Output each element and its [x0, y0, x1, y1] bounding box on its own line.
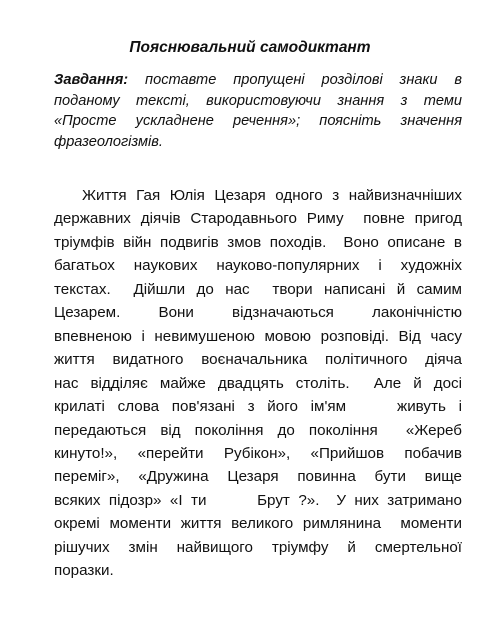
text-line: всяких підозр» «І ти Брут ?». У них затримано — [54, 491, 462, 509]
text-line: передаються від покоління до покоління «Жереб — [54, 421, 462, 439]
text-line: тріумфів війн подвигів змов походів. Воно описане в — [54, 233, 462, 251]
text-line: Життя Гая Юлія Цезаря одного з найвизначніших — [82, 187, 462, 204]
task-line: фразеологізмів. — [54, 133, 163, 150]
text-line: кинуто!», «перейти Рубікон», «Прийшов побачив — [54, 444, 462, 462]
task-line — [54, 70, 462, 91]
text-line: нас відділяє майже двадцять століть. Але й досі — [54, 374, 462, 392]
text-line: крилаті слова пов'язані з його ім'ям живуть і — [54, 398, 462, 416]
task-line: «Просте ускладнене речення»; поясніть значення — [54, 113, 462, 129]
task-label: Завдання: — [54, 72, 129, 88]
text-line: поразки. — [54, 562, 114, 580]
document-title: Пояснювальний самодиктант — [129, 39, 371, 56]
task-instructions — [54, 70, 462, 152]
text-line: переміг», «Дружина Цезаря повинна бути вище — [54, 468, 462, 486]
text-line: рішучих змін найвищого тріумфу й смертельної — [54, 538, 462, 556]
text-line: державних діячів Стародавнього Риму повне пригод — [54, 210, 462, 228]
text-line: життя видатного воєначальника політичного діяча — [54, 351, 462, 369]
text-line: текстах. Дійшли до нас твори написані й самим — [54, 280, 462, 298]
dictation-text — [54, 184, 462, 583]
text-line: Цезарем. Вони відзначаються лаконічністю — [54, 304, 462, 322]
text-line: багатьох наукових науково-популярних і художніх — [54, 257, 462, 275]
text-line: окремі моменти життя великого римлянина моменти — [54, 515, 462, 533]
text-line: впевненою і невимушеною мовою розповіді. Від часу — [54, 327, 462, 345]
task-line: поданому тексті, використовуючи знання з теми — [54, 92, 462, 109]
task-text: поставте пропущені розділові знаки в — [128, 72, 462, 88]
